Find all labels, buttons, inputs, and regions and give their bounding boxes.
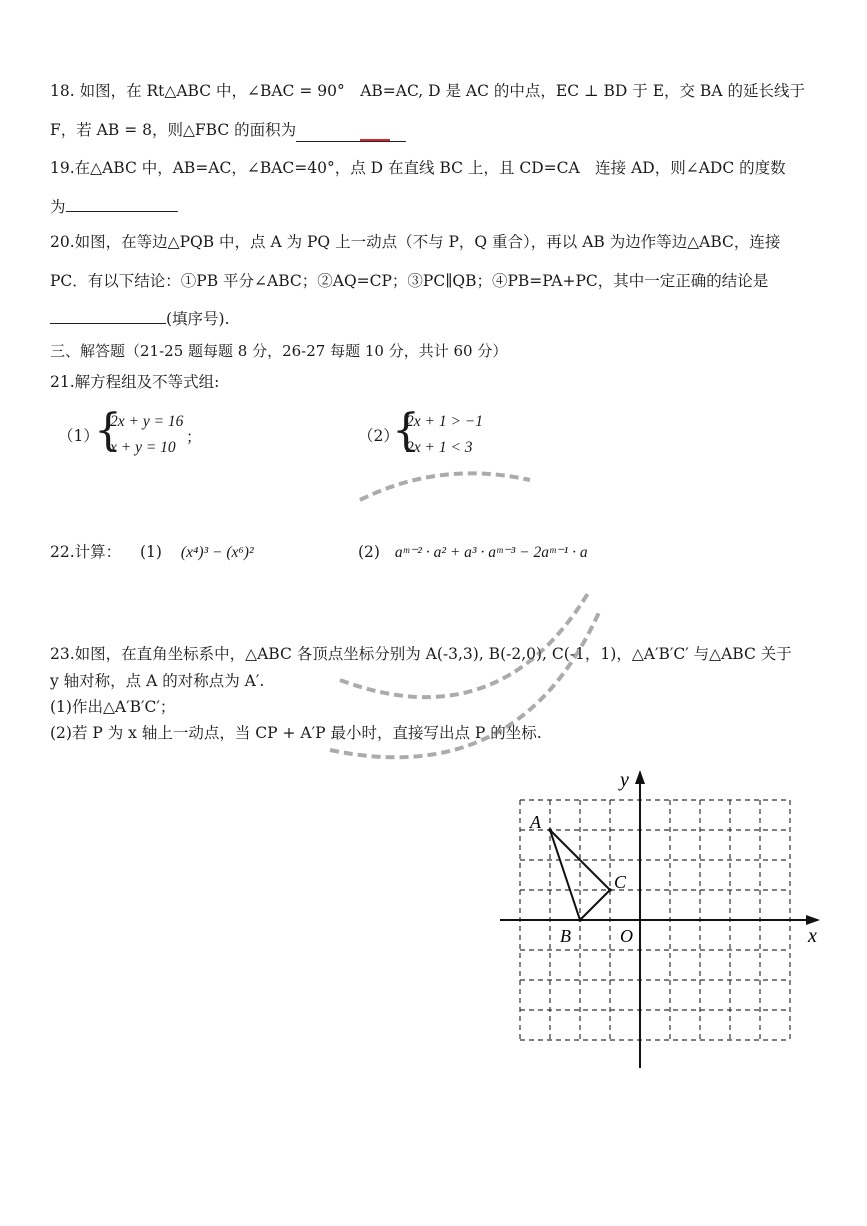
point-c-marker xyxy=(608,888,612,892)
q20-text-3: (填序号). xyxy=(166,310,230,328)
q21-p2-eq1 xyxy=(406,413,483,431)
q19-text-2: 为 xyxy=(50,198,66,216)
q20-line2 xyxy=(50,270,768,292)
x-axis-label: x xyxy=(808,925,817,947)
q19-answer-blank[interactable] xyxy=(66,211,178,212)
coordinate-figure xyxy=(490,760,817,1080)
q20-text-1: 20.如图，在等边△PQB 中，点 A 为 PQ 上一动点（不与 P，Q 重合），再以 AB 为边作等边△ABC，连接 xyxy=(50,233,781,251)
q21-p1-label-text: （1） xyxy=(58,427,99,445)
q18-line2 xyxy=(50,119,406,142)
q22-title xyxy=(50,541,121,563)
q21-p1-eq1-text: 2x + y = 16 xyxy=(110,413,184,430)
section3-heading-text: 三、解答题（21-25 题每题 8 分，26-27 每题 10 分，共计 60 分） xyxy=(50,342,508,360)
q20-line1 xyxy=(50,231,780,253)
q21-p1-brace: { xyxy=(94,405,122,456)
q20-line3 xyxy=(50,308,230,330)
point-c-label: C xyxy=(614,872,627,892)
q21-p2-eq1-text: 2x + 1 > −1 xyxy=(406,413,484,430)
q21-p1-eq2 xyxy=(110,439,176,457)
q20-answer-blank[interactable] xyxy=(50,323,166,324)
q22-p1-label: (1) xyxy=(140,543,162,561)
triangle-side-BC xyxy=(580,890,610,920)
q21-p2-brace: { xyxy=(392,405,420,456)
q18-answer-blank[interactable] xyxy=(296,119,406,142)
q22-p1-expr: (x⁴)³ − (x⁶)² xyxy=(180,544,254,561)
q18-text-1: 18. 如图，在 Rt△ABC 中，∠BAC = 90° AB=AC, D 是 AC 的中点，EC ⊥ BD 于 E，交 BA 的延长线于 xyxy=(50,82,805,100)
point-b-label: B xyxy=(560,926,571,946)
q18-text-2: F，若 AB = 8，则△FBC 的面积为 xyxy=(50,121,297,139)
q20-text-2: PC．有以下结论：①PB 平分∠ABC；②AQ=CP；③PC∥QB；④PB=PA+PC，其中一定正确的结论是 xyxy=(50,272,769,290)
q23-part1-text: (1)作出△A′B′C′； xyxy=(50,698,176,716)
q21-title xyxy=(50,371,219,393)
q18-line1 xyxy=(50,80,805,102)
point-a-label: A xyxy=(530,812,541,832)
q21-title-text: 21.解方程组及不等式组: xyxy=(50,373,220,391)
q23-text-1: 23.如图，在直角坐标系中，△ABC 各顶点坐标分别为 A(-3,3), B(-2,0), C(-1，1)，△A′B′C′ 与△ABC 关于 xyxy=(50,645,792,663)
q21-p1-eq2-text: x + y = 10 xyxy=(110,439,176,456)
q22-p2-expr: aᵐ⁻² · a² + a³ · aᵐ⁻³ − 2aᵐ⁻¹ · a xyxy=(394,544,588,561)
q22-p2-label: (2) xyxy=(358,543,380,561)
q21-p1-end xyxy=(186,426,202,448)
q23-part1 xyxy=(50,696,175,718)
triangle-side-AB xyxy=(550,830,580,920)
q21-p1-eq1 xyxy=(110,413,183,431)
section3-heading xyxy=(50,340,507,362)
watermark-stamp xyxy=(300,440,620,780)
q22-part1 xyxy=(140,541,254,564)
q22-title-text: 22.计算： xyxy=(50,543,122,561)
q21-p2-eq2-text: 2x + 1 < 3 xyxy=(406,439,473,456)
q23-part2-text: (2)若 P 为 x 轴上一动点，当 CP + A′P 最小时，直接写出点 P 的坐标. xyxy=(50,724,542,742)
q19-line1 xyxy=(50,157,786,179)
point-b-marker xyxy=(578,918,582,922)
y-axis-label: y xyxy=(620,769,629,791)
stamp-arc-top xyxy=(360,473,530,500)
point-a-marker xyxy=(548,828,552,832)
stamp-arc-outer xyxy=(340,590,590,697)
q21-p2-label-text: （2） xyxy=(358,427,399,445)
y-axis-arrow xyxy=(635,770,645,784)
q19-line2 xyxy=(50,196,178,218)
q23-text-2: y 轴对称，点 A 的对称点为 A′. xyxy=(50,672,265,690)
q19-text-1: 19.在△ABC 中，AB=AC，∠BAC=40°，点 D 在直线 BC 上，且 CD=CA 连接 AD，则∠ADC 的度数 xyxy=(50,159,786,177)
x-axis-arrow xyxy=(806,915,820,925)
q23-line2 xyxy=(50,670,264,692)
axes xyxy=(500,770,820,1068)
q21-part1-label xyxy=(58,425,99,447)
q21-p1-end-text: ； xyxy=(186,428,202,446)
origin-label: O xyxy=(620,926,633,946)
red-answer-mark xyxy=(360,139,390,141)
